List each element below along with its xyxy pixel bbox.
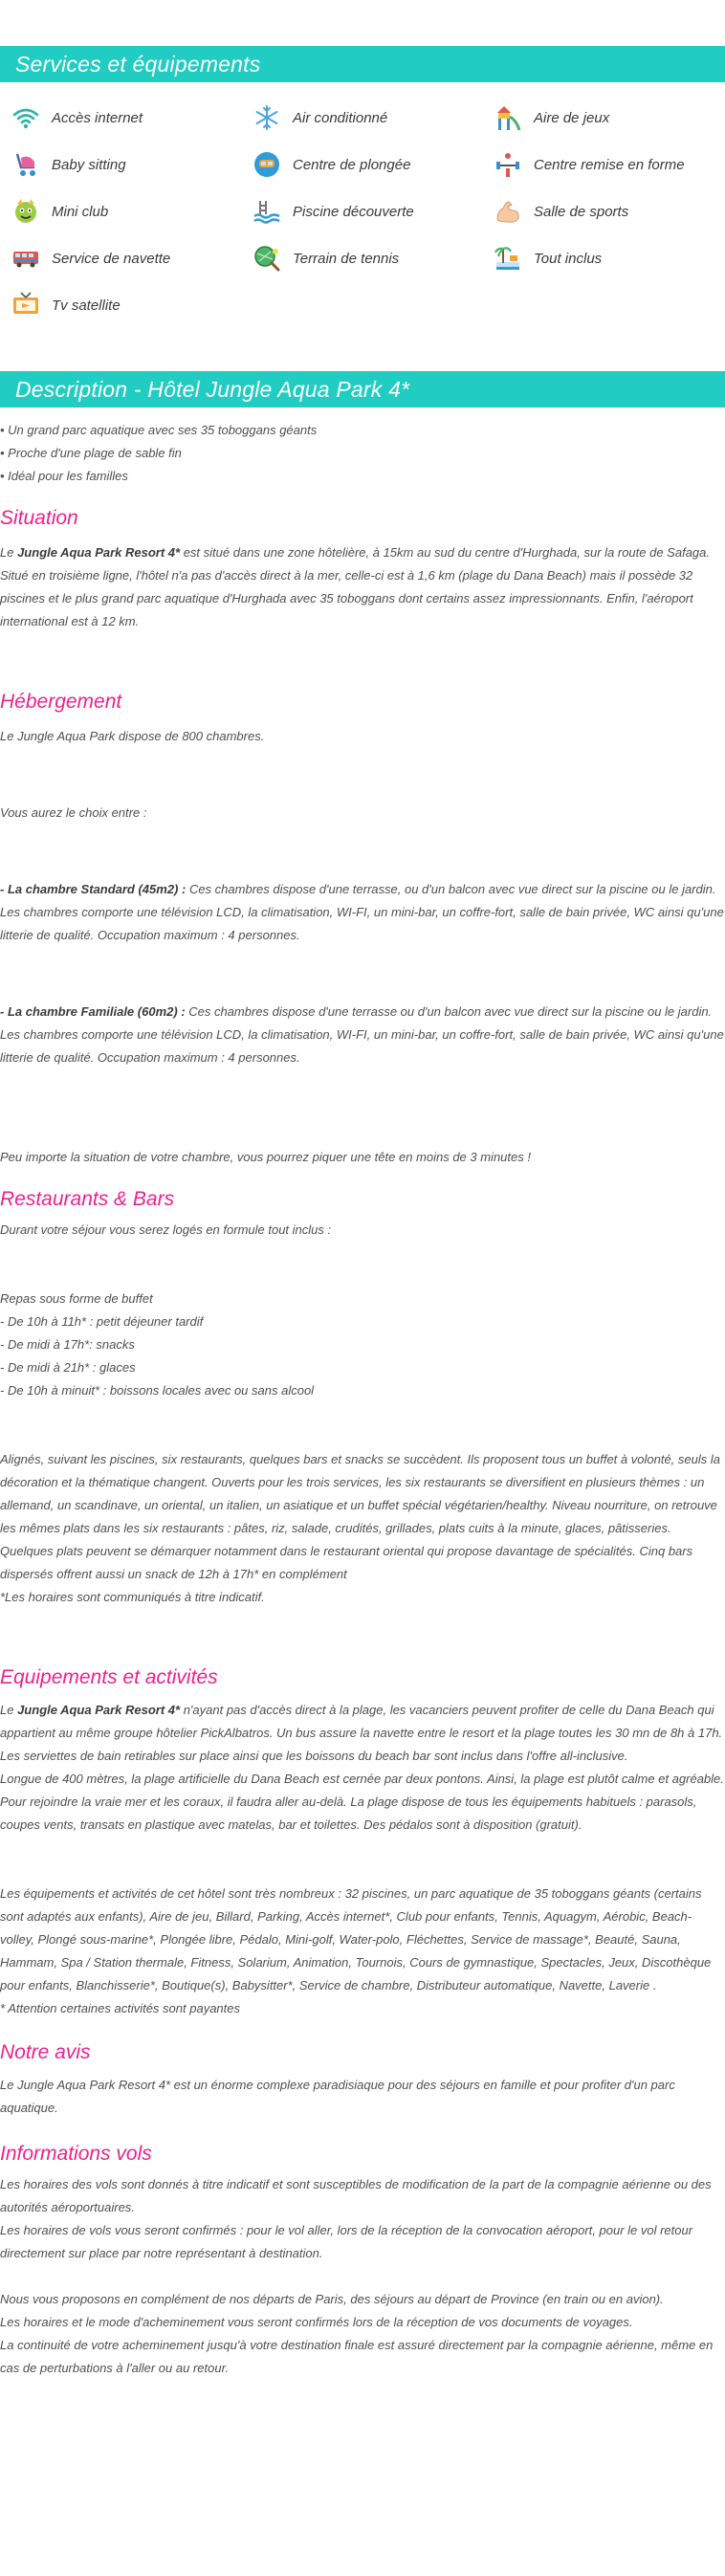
vols-heading: Informations vols [0,2143,152,2165]
list-item: • Proche d'une plage de sable fin [0,446,182,460]
hebergement-heading: Hébergement [0,691,122,713]
service-item-all-inclusive [494,244,725,273]
service-label: Accès internet [52,109,143,126]
service-item-internet [11,103,253,132]
fitness-icon [494,150,522,179]
shuttle-icon [11,244,40,273]
service-item-shuttle [11,244,253,273]
room-standard-title: - La chambre Standard (45m2) : [0,882,187,896]
service-item-air-conditioning [253,103,494,132]
service-label: Tv satellite [52,297,121,314]
services-title: Services et équipements [15,51,261,77]
service-label: Service de navette [52,250,171,267]
service-label: Baby sitting [52,156,126,173]
services-grid [0,82,725,319]
service-item-satellite-tv [11,291,253,319]
room-familiale-title: - La chambre Familiale (60m2) : [0,1004,186,1019]
service-label: Piscine découverte [293,203,414,220]
stroller-icon [11,150,40,179]
situation-heading: Situation [0,507,78,529]
service-label: Salle de sports [534,203,629,220]
situation-paragraph: Le Jungle Aqua Park Resort 4* est situé dans une zone hôtelière, à 15km au sud du centre d'Hurghada, sur la route de Safaga. Situé en troisième ligne, l'hôtel n'a pas d'accès direct à la mer, celle-ci est à 1,6 km (plage du Dana Beach) mais il possède 32 piscines et le plus grand parc aquatique d'Hurghada avec 35 toboggans dont certains assez impressionnants. Enfin, l'aéroport international est à 12 km. [0,545,710,628]
vols-paragraph: Les horaires des vols sont donnés à titre indicatif et sont susceptibles de modification de la part de la compagnie aérienne ou des autorités aéroportuaires. [0,2177,712,2214]
service-item-mini-club [11,197,253,226]
schedule-line: - De 10h à minuit* : boissons locales avec ou sans alcool [0,1383,315,1398]
playground-icon [494,103,522,132]
service-item-diving-center [253,150,494,179]
avis-paragraph: Le Jungle Aqua Park Resort 4* est un énorme complexe paradisiaque pour des séjours en famille et pour profiter d'un parc aquatique. [0,2078,675,2115]
service-label: Centre de plongée [293,156,411,173]
hotel-name: Jungle Aqua Park Resort 4* [17,1703,181,1717]
hebergement-closing: Peu importe la situation de votre chambre, vous pourrez piquer une tête en moins de 3 minutes ! [0,1150,531,1164]
description-title: Description - Hôtel Jungle Aqua Park 4* [15,376,410,402]
restaurants-paragraph: Alignés, suivant les piscines, six restaurants, quelques bars et snacks se succèdent. Ils proposent tous un buffet à volonté, seuls la décoration et la thématique changent. Ouverts pour les trois services, les six restaurants se diversifient en plusieurs thèmes : un allemand, un scandinave, un oriental, un italien, un asiatique et un buffet spécial végétarien/healthy. Niveau nourriture, on retrouve les mêmes plats dans les six restaurants : pâtes, riz, salade, crudités, grillades, plats cuits à la minute, glaces, pâtisseries. Quelques plats peuvent se démarquer notamment dans le restaurant oriental qui propose davantage de spécialités. Cinq bars dispersés offrent aussi un snack de 12h à 17h* en complément [0,1452,720,1581]
diving-icon [253,150,281,179]
wifi-icon [11,103,40,132]
restaurants-intro: Durant votre séjour vous serez logés en formule tout inclus : [0,1222,332,1237]
highlights-list [0,419,725,488]
equipements-paragraph: Le Jungle Aqua Park Resort 4* n'ayant pas d'accès direct à la plage, les vacanciers peuvent profiter de celle du Dana Beach qui appartient au même groupe hôtelier PickAlbatros. Un bus assure la navette entre le resort et la plage toutes les 30 mn de 8h à 17h. Les serviettes de bain retirables sur place ainsi que les boissons du beach bar sont inclus dans l'offre all-inclusive. [0,1703,723,1763]
restaurants-heading: Restaurants & Bars [0,1188,175,1210]
service-item-baby-sitting [11,150,253,179]
vols-paragraph: Les horaires et le mode d'acheminement vous seront confirmés lors de la réception de vos documents de voyages. [0,2315,633,2329]
service-item-fitness-center [494,150,725,179]
vols-paragraph: Nous vous proposons en complément de nos départs de Paris, des séjours au départ de Province (en train ou en avion). [0,2292,664,2306]
avis-heading: Notre avis [0,2041,91,2063]
tennis-icon [253,244,281,273]
hotel-name: Jungle Aqua Park Resort 4* [17,545,181,560]
service-item-outdoor-pool [253,197,494,226]
activities-note: * Attention certaines activités sont payantes [0,2001,240,2015]
service-label: Mini club [52,203,109,220]
restaurants-note: *Les horaires sont communiqués à titre indicatif. [0,1590,265,1604]
schedule-line: Repas sous forme de buffet [0,1291,153,1306]
room-familiale-paragraph: - La chambre Familiale (60m2) : Ces chambres dispose d'une terrasse ou d'un balcon avec vue direct sur la piscine ou le jardin. Les chambres comporte une télévision LCD, la climatisation, WI-FI, un mini-bar, un coffre-fort, salle de bain privée, WC ainsi qu'une litterie de qualité. Occupation maximum : 4 personnes. [0,1004,724,1065]
service-label: Terrain de tennis [293,250,400,267]
tv-icon [11,291,40,319]
muscle-icon [494,197,522,226]
activities-paragraph: Les équipements et activités de cet hôtel sont très nombreux : 32 piscines, un parc aquatique de 35 toboggans géants (certains sont adaptés aux enfants), Aire de jeu, Billard, Parking, Accès internet*, Club pour enfants, Tennis, Aquagym, Aérobic, Beach-volley, Plongé sous-marine*, Plongée libre, Pédalo, Mini-golf, Water-polo, Fléchettes, Service de massage*, Beauté, Sauna, Hammam, Spa / Station thermale, Fitness, Solarium, Animation, Tournois, Cours de gymnastique, Spectacles, Jeux, Discothèque pour enfants, Blanchisserie*, Boutique(s), Babysitter*, Service de chambre, Distributeur automatique, Navette, Laverie . [0,1886,712,1993]
service-label: Aire de jeux [534,109,610,126]
list-item: • Un grand parc aquatique avec ses 35 toboggans géants [0,423,318,437]
hebergement-paragraph: Le Jungle Aqua Park dispose de 800 chambres. [0,729,265,743]
service-label: Air conditionné [293,109,388,126]
schedule-line: - De 10h à 11h* : petit déjeuner tardif [0,1314,204,1329]
service-label: Centre remise en forme [534,156,685,173]
schedule-line: - De midi à 21h* : glaces [0,1360,136,1375]
vols-paragraph: Les horaires de vols vous seront confirmés : pour le vol aller, lors de la réception de la convocation aéroport, pour le vol retour directement sur place par notre représentant à destination. [0,2223,693,2260]
all-inclusive-icon [494,244,522,273]
equipements-heading: Equipements et activités [0,1666,218,1688]
list-item: • Idéal pour les familles [0,469,128,483]
service-item-tennis-court [253,244,494,273]
room-standard-paragraph: - La chambre Standard (45m2) : Ces chambres dispose d'une terrasse, ou d'un balcon avec vue direct sur la piscine ou le jardin. Les chambres comporte une télévision LCD, la climatisation, WI-FI, un mini-bar, un coffre-fort, salle de bain privée, WC ainsi qu'une litterie de qualité. Occupation maximum : 4 personnes. [0,882,724,942]
service-item-sports-hall [494,197,725,226]
services-banner [0,46,725,82]
service-item-playground [494,103,725,132]
pool-icon [253,197,281,226]
vols-paragraph: La continuité de votre acheminement jusqu'à votre destination finale est assuré directement par la compagnie aérienne, même en cas de perturbations à l'aller ou au retour. [0,2338,714,2375]
hebergement-choice: Vous aurez le choix entre : [0,805,147,820]
service-label: Tout inclus [534,250,603,267]
snowflake-icon [253,103,281,132]
description-banner [0,371,725,407]
schedule-line: - De midi à 17h*: snacks [0,1337,135,1352]
kids-club-icon [11,197,40,226]
description-content [0,419,725,2380]
beach-paragraph: Longue de 400 mètres, la plage artificielle du Dana Beach est cernée par deux pontons. Ainsi, la plage est plutôt calme et agréable. Pour rejoindre la vraie mer et les coraux, il faudra aller au-delà. La plage dispose de tous les équipements habituels : parasols, coupes vents, transats en plastique avec matelas, bar et toilettes. Des pédalos sont à disposition (gratuit). [0,1772,724,1832]
